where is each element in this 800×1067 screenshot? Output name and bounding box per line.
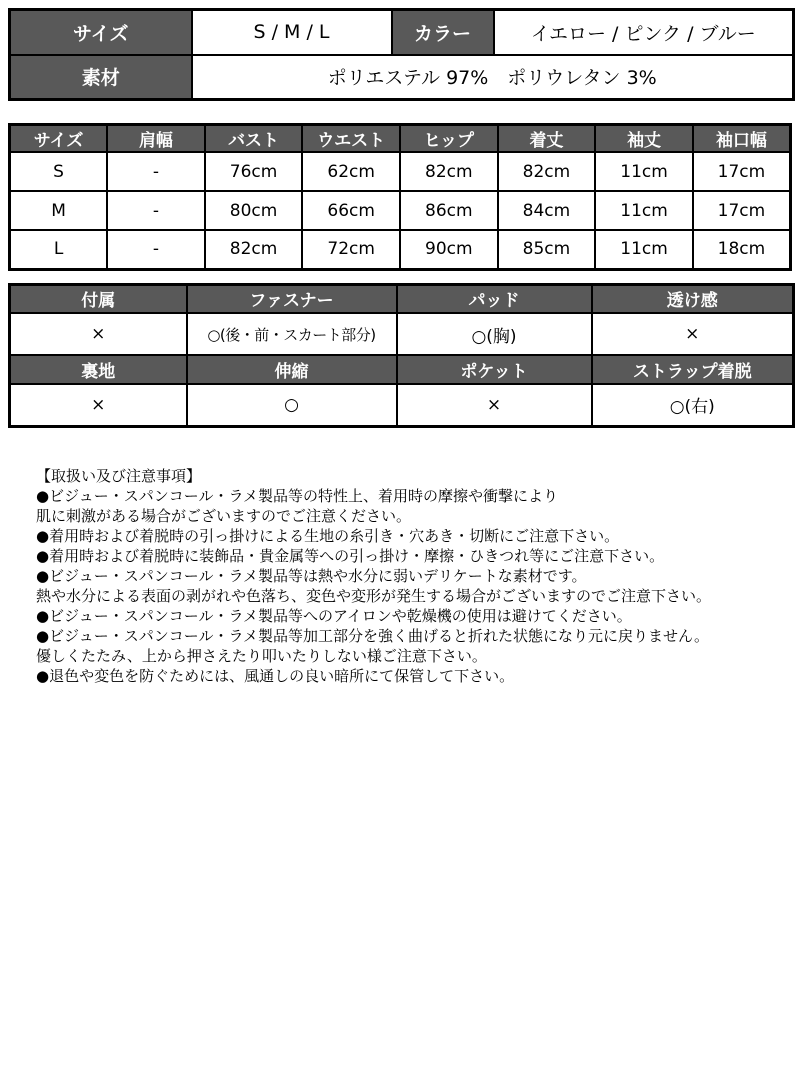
meas-header-shoulder: 肩幅 <box>107 125 205 153</box>
measure-cell: - <box>107 230 205 269</box>
feature-value-lining: × <box>10 384 187 426</box>
measure-cell: 82cm <box>205 230 303 269</box>
measure-cell: 11cm <box>595 152 693 191</box>
measure-cell: 72cm <box>302 230 400 269</box>
size-cell: S <box>10 152 108 191</box>
feature-value-sheerness: × <box>592 313 794 355</box>
feature-value-accessories: × <box>10 313 187 355</box>
size-label: サイズ <box>10 10 192 55</box>
table-row-l <box>10 230 791 269</box>
feature-header-fastener: ファスナー <box>187 284 397 313</box>
feature-value-pad: ○(胸) <box>397 313 592 355</box>
size-value: S / M / L <box>192 10 392 55</box>
meas-header-waist: ウエスト <box>302 125 400 153</box>
meas-header-hip: ヒップ <box>400 125 498 153</box>
feature-value-stretch: ○ <box>187 384 397 426</box>
feature-header-pocket: ポケット <box>397 355 592 384</box>
feature-header-strap: ストラップ着脱 <box>592 355 794 384</box>
measure-cell: 86cm <box>400 191 498 230</box>
care-note-line: ●ビジュー・スパンコール・ラメ製品等へのアイロンや乾燥機の使用は避けてください。 <box>36 606 632 625</box>
feature-value-pocket: × <box>397 384 592 426</box>
measure-cell: 62cm <box>302 152 400 191</box>
table-row-s <box>10 152 791 191</box>
measure-cell: - <box>107 152 205 191</box>
size-cell: M <box>10 191 108 230</box>
care-note-line: ●着用時および着脱時に装飾品・貴金属等への引っ掛け・摩擦・ひきつれ等にご注意下さい。 <box>36 546 665 565</box>
measure-cell: 18cm <box>693 230 791 269</box>
meas-header-bust: バスト <box>205 125 303 153</box>
measure-cell: 11cm <box>595 191 693 230</box>
care-note-line: 肌に刺激がある場合がございますのでご注意ください。 <box>36 506 412 525</box>
measurements-table <box>8 123 792 271</box>
feature-header-lining: 裏地 <box>10 355 187 384</box>
measure-cell: 66cm <box>302 191 400 230</box>
meas-header-length: 着丈 <box>498 125 596 153</box>
table-row-m <box>10 191 791 230</box>
features-table <box>8 283 795 428</box>
measure-cell: 17cm <box>693 152 791 191</box>
size-color-material-table <box>8 8 795 101</box>
material-label: 素材 <box>10 55 192 100</box>
measure-cell: 82cm <box>498 152 596 191</box>
measure-cell: 17cm <box>693 191 791 230</box>
measure-cell: 80cm <box>205 191 303 230</box>
feature-header-stretch: 伸縮 <box>187 355 397 384</box>
care-note-line: ●ビジュー・スパンコール・ラメ製品等の特性上、着用時の摩擦や衝撃により <box>36 486 559 505</box>
care-note-line: ●退色や変色を防ぐためには、風通しの良い暗所にて保管して下さい。 <box>36 666 515 685</box>
measure-cell: 85cm <box>498 230 596 269</box>
care-note-line: ●着用時および着脱時の引っ掛けによる生地の糸引き・穴あき・切断にご注意下さい。 <box>36 526 620 545</box>
meas-header-size: サイズ <box>10 125 108 153</box>
color-label: カラー <box>392 10 494 55</box>
feature-value-strap: ○(右) <box>592 384 794 426</box>
meas-header-cuff-width: 袖口幅 <box>693 125 791 153</box>
measure-cell: 11cm <box>595 230 693 269</box>
material-value: ポリエステル 97% ポリウレタン 3% <box>192 55 794 100</box>
feature-value-fastener: ○(後・前・スカート部分) <box>187 313 397 355</box>
feature-header-pad: パッド <box>397 284 592 313</box>
care-notes <box>8 466 792 686</box>
care-notes-title: 【取扱い及び注意事項】 <box>36 466 202 485</box>
care-note-line: ●ビジュー・スパンコール・ラメ製品等は熱や水分に弱いデリケートな素材です。 <box>36 566 587 585</box>
measure-cell: 84cm <box>498 191 596 230</box>
care-note-line: ●ビジュー・スパンコール・ラメ製品等加工部分を強く曲げると折れた状態になり元に戻りません。 <box>36 626 709 645</box>
size-cell: L <box>10 230 108 269</box>
care-note-line: 熱や水分による表面の剥がれや色落ち、変色や変形が発生する場合がございますのでご注意下さい。 <box>36 586 712 605</box>
measure-cell: - <box>107 191 205 230</box>
measure-cell: 82cm <box>400 152 498 191</box>
measure-cell: 90cm <box>400 230 498 269</box>
care-note-line: 優しくたたみ、上から押さえたり叩いたりしない様ご注意下さい。 <box>36 646 487 665</box>
color-value: イエロー / ピンク / ブルー <box>494 10 794 55</box>
feature-header-accessories: 付属 <box>10 284 187 313</box>
measure-cell: 76cm <box>205 152 303 191</box>
meas-header-sleeve-length: 袖丈 <box>595 125 693 153</box>
feature-header-sheerness: 透け感 <box>592 284 794 313</box>
